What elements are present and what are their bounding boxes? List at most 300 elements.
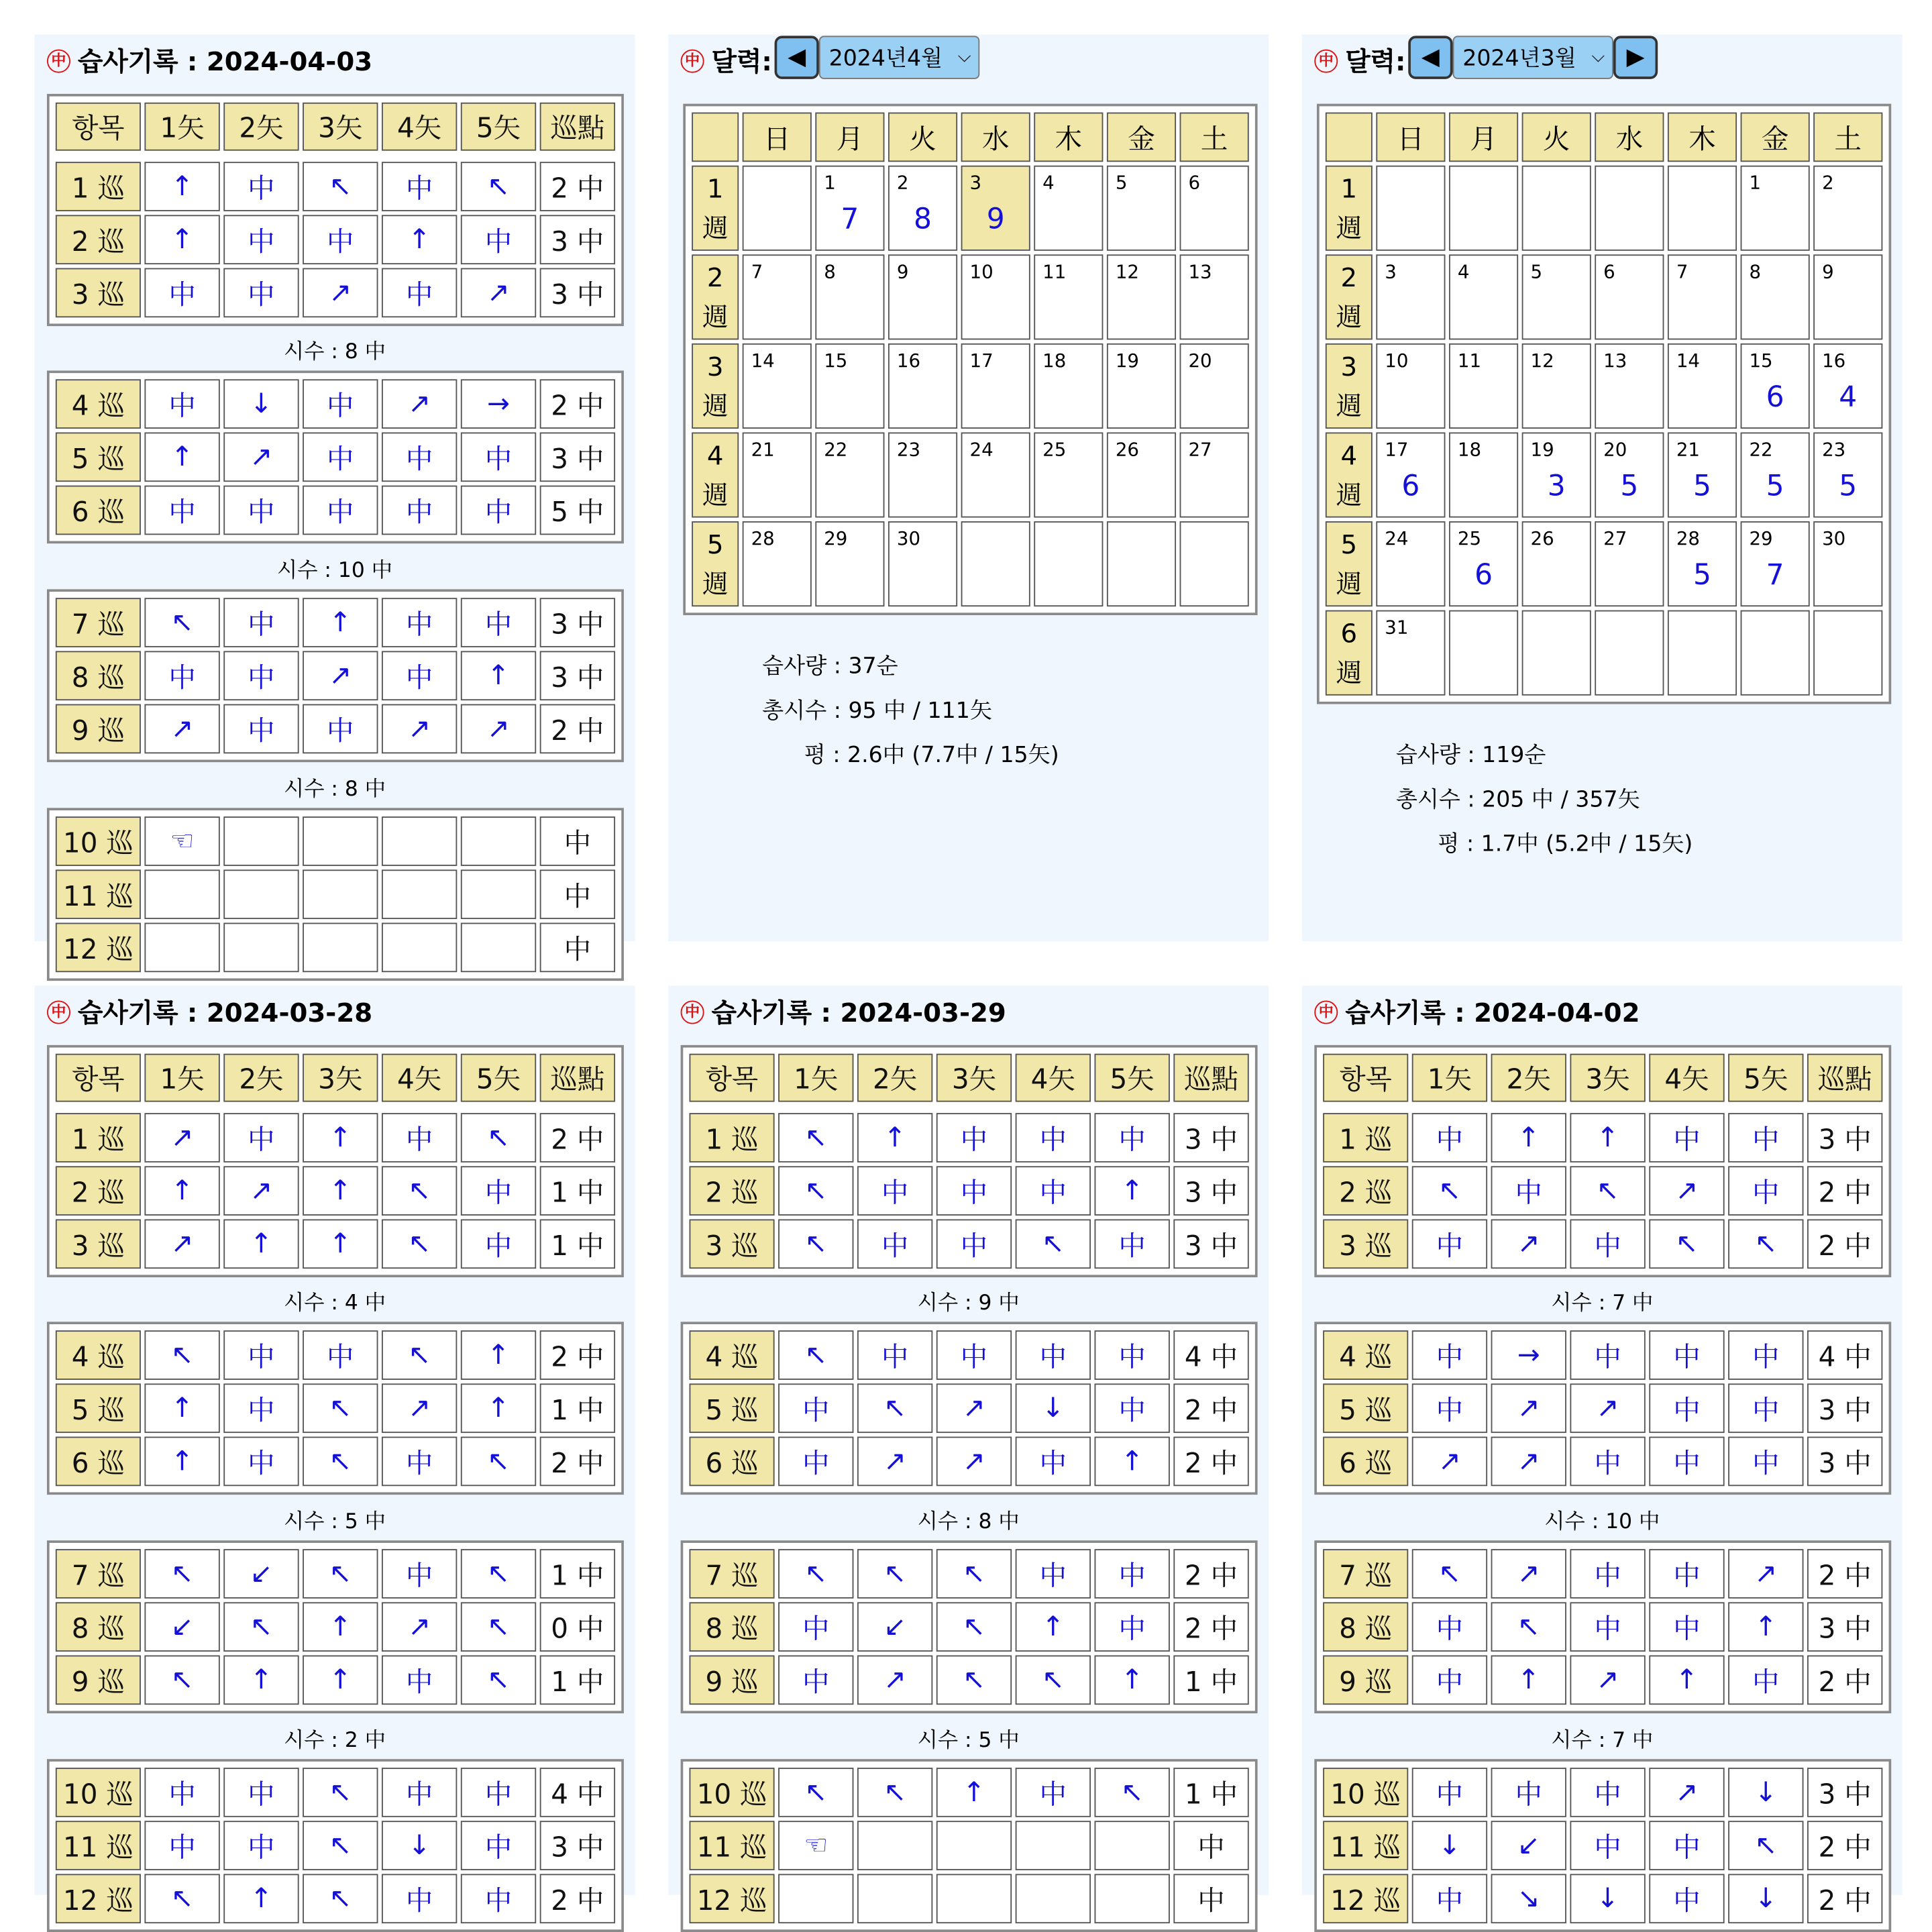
- arrow-result-cell[interactable]: 中: [303, 379, 378, 429]
- arrow-result-cell[interactable]: 中: [461, 1768, 536, 1817]
- arrow-result-cell[interactable]: 中: [1649, 1549, 1724, 1599]
- day-cell[interactable]: [888, 521, 957, 606]
- arrow-result-cell[interactable]: 中: [144, 1768, 219, 1817]
- arrow-result-cell[interactable]: 中: [382, 433, 457, 482]
- arrow-result-cell[interactable]: ↖: [1728, 1821, 1803, 1870]
- arrow-result-cell[interactable]: ↖: [1649, 1219, 1724, 1269]
- month-select[interactable]: [819, 35, 979, 78]
- arrow-result-cell[interactable]: [936, 1874, 1012, 1923]
- arrow-result-cell[interactable]: ↖: [461, 1656, 536, 1705]
- arrow-result-cell[interactable]: ↑: [303, 1113, 378, 1163]
- arrow-result-cell[interactable]: 中: [461, 215, 536, 264]
- arrow-result-cell[interactable]: ↖: [1728, 1219, 1803, 1269]
- arrow-result-cell[interactable]: 中: [303, 1330, 378, 1380]
- arrow-result-cell[interactable]: ↗: [461, 268, 536, 318]
- arrow-result-cell[interactable]: 中: [1649, 1437, 1724, 1487]
- arrow-result-cell[interactable]: [303, 923, 378, 973]
- arrow-result-cell[interactable]: 中: [1095, 1113, 1170, 1163]
- arrow-result-cell[interactable]: ↖: [1016, 1656, 1091, 1705]
- arrow-result-cell[interactable]: ↑: [223, 1874, 299, 1923]
- arrow-result-cell[interactable]: ↗: [1412, 1437, 1487, 1487]
- arrow-result-cell[interactable]: ↗: [303, 651, 378, 700]
- day-cell[interactable]: [1376, 343, 1445, 429]
- day-cell[interactable]: [743, 343, 812, 429]
- arrow-result-cell[interactable]: ↖: [1095, 1768, 1170, 1817]
- next-month-button[interactable]: ▶: [1613, 35, 1658, 78]
- arrow-result-cell[interactable]: 中: [1412, 1768, 1487, 1817]
- arrow-result-cell[interactable]: ↖: [1016, 1219, 1091, 1269]
- day-cell[interactable]: [1107, 166, 1176, 251]
- arrow-result-cell[interactable]: ↖: [778, 1768, 853, 1817]
- arrow-result-cell[interactable]: [857, 1821, 932, 1870]
- arrow-result-cell[interactable]: ↖: [303, 1383, 378, 1433]
- arrow-result-cell[interactable]: ↗: [1570, 1383, 1645, 1433]
- arrow-result-cell[interactable]: →: [1491, 1330, 1566, 1380]
- arrow-result-cell[interactable]: ↖: [936, 1602, 1012, 1652]
- day-cell[interactable]: [815, 433, 884, 518]
- arrow-result-cell[interactable]: [382, 869, 457, 919]
- day-cell[interactable]: [1449, 521, 1518, 606]
- arrow-result-cell[interactable]: 中: [1016, 1330, 1091, 1380]
- day-cell[interactable]: [1741, 521, 1810, 606]
- arrow-result-cell[interactable]: 中: [778, 1602, 853, 1652]
- arrow-result-cell[interactable]: 中: [1728, 1113, 1803, 1163]
- arrow-result-cell[interactable]: ↗: [382, 1383, 457, 1433]
- day-cell[interactable]: [1813, 343, 1882, 429]
- arrow-result-cell[interactable]: ↖: [461, 1113, 536, 1163]
- arrow-result-cell[interactable]: ↖: [461, 1437, 536, 1487]
- arrow-result-cell[interactable]: 中: [223, 1330, 299, 1380]
- arrow-result-cell[interactable]: [303, 816, 378, 866]
- arrow-result-cell[interactable]: ↖: [303, 1821, 378, 1870]
- arrow-result-cell[interactable]: ↑: [144, 215, 219, 264]
- arrow-result-cell[interactable]: [382, 923, 457, 973]
- day-cell[interactable]: [1376, 433, 1445, 518]
- arrow-result-cell[interactable]: ↗: [303, 268, 378, 318]
- arrow-result-cell[interactable]: [144, 869, 219, 919]
- arrow-result-cell[interactable]: 中: [144, 268, 219, 318]
- arrow-result-cell[interactable]: 中: [144, 1821, 219, 1870]
- arrow-result-cell[interactable]: ↗: [857, 1656, 932, 1705]
- arrow-result-cell[interactable]: ↖: [382, 1166, 457, 1216]
- arrow-result-cell[interactable]: ↑: [1728, 1602, 1803, 1652]
- day-cell[interactable]: [961, 166, 1030, 251]
- arrow-result-cell[interactable]: 中: [144, 486, 219, 535]
- arrow-result-cell[interactable]: 中: [1728, 1437, 1803, 1487]
- arrow-result-cell[interactable]: 中: [1095, 1219, 1170, 1269]
- day-cell[interactable]: [1449, 343, 1518, 429]
- day-cell[interactable]: [1107, 254, 1176, 339]
- arrow-result-cell[interactable]: 中: [223, 651, 299, 700]
- arrow-result-cell[interactable]: 中: [1016, 1113, 1091, 1163]
- arrow-result-cell[interactable]: 中: [223, 268, 299, 318]
- day-cell[interactable]: [1034, 254, 1103, 339]
- arrow-result-cell[interactable]: 中: [1728, 1166, 1803, 1216]
- arrow-result-cell[interactable]: ↑: [1649, 1656, 1724, 1705]
- arrow-result-cell[interactable]: 中: [303, 215, 378, 264]
- arrow-result-cell[interactable]: ↖: [144, 1656, 219, 1705]
- day-cell[interactable]: [1180, 166, 1249, 251]
- day-cell[interactable]: [1595, 254, 1664, 339]
- arrow-result-cell[interactable]: 中: [1649, 1874, 1724, 1923]
- month-select[interactable]: [1453, 35, 1613, 78]
- arrow-result-cell[interactable]: ↑: [1095, 1656, 1170, 1705]
- arrow-result-cell[interactable]: ↗: [1649, 1166, 1724, 1216]
- arrow-result-cell[interactable]: ↑: [303, 1219, 378, 1269]
- arrow-result-cell[interactable]: ↑: [461, 651, 536, 700]
- arrow-result-cell[interactable]: 中: [1412, 1656, 1487, 1705]
- day-cell[interactable]: [888, 166, 957, 251]
- day-cell[interactable]: [815, 254, 884, 339]
- arrow-result-cell[interactable]: ↑: [223, 1219, 299, 1269]
- arrow-result-cell[interactable]: ↘: [1491, 1874, 1566, 1923]
- arrow-result-cell[interactable]: 中: [461, 433, 536, 482]
- arrow-result-cell[interactable]: 中: [1016, 1437, 1091, 1487]
- arrow-result-cell[interactable]: ↖: [778, 1549, 853, 1599]
- arrow-result-cell[interactable]: 中: [1649, 1602, 1724, 1652]
- arrow-result-cell[interactable]: 中: [382, 1768, 457, 1817]
- arrow-result-cell[interactable]: 中: [1095, 1602, 1170, 1652]
- pointer-hand-icon[interactable]: ☜: [144, 816, 219, 866]
- arrow-result-cell[interactable]: ↙: [857, 1602, 932, 1652]
- arrow-result-cell[interactable]: 中: [461, 1874, 536, 1923]
- arrow-result-cell[interactable]: ↖: [461, 1549, 536, 1599]
- day-cell[interactable]: [1180, 343, 1249, 429]
- arrow-result-cell[interactable]: ↖: [857, 1768, 932, 1817]
- arrow-result-cell[interactable]: ↗: [1649, 1768, 1724, 1817]
- day-cell[interactable]: [1668, 433, 1737, 518]
- day-cell[interactable]: [1741, 433, 1810, 518]
- day-cell[interactable]: [1813, 521, 1882, 606]
- arrow-result-cell[interactable]: ↓: [1016, 1383, 1091, 1433]
- arrow-result-cell[interactable]: ↗: [223, 433, 299, 482]
- arrow-result-cell[interactable]: ↑: [461, 1383, 536, 1433]
- pointer-hand-icon[interactable]: ☜: [778, 1821, 853, 1870]
- arrow-result-cell[interactable]: 中: [382, 486, 457, 535]
- arrow-result-cell[interactable]: 中: [936, 1166, 1012, 1216]
- day-cell[interactable]: [743, 433, 812, 518]
- arrow-result-cell[interactable]: ↖: [144, 1330, 219, 1380]
- day-cell[interactable]: [888, 343, 957, 429]
- arrow-result-cell[interactable]: 中: [223, 1768, 299, 1817]
- arrow-result-cell[interactable]: 中: [1570, 1330, 1645, 1380]
- arrow-result-cell[interactable]: 中: [382, 598, 457, 647]
- arrow-result-cell[interactable]: 中: [778, 1656, 853, 1705]
- arrow-result-cell[interactable]: 中: [223, 1821, 299, 1870]
- arrow-result-cell[interactable]: ↗: [1491, 1383, 1566, 1433]
- day-cell[interactable]: [1668, 254, 1737, 339]
- day-cell[interactable]: [1522, 521, 1591, 606]
- day-cell[interactable]: [1449, 433, 1518, 518]
- arrow-result-cell[interactable]: 中: [1570, 1437, 1645, 1487]
- arrow-result-cell[interactable]: 中: [144, 651, 219, 700]
- arrow-result-cell[interactable]: 中: [382, 1437, 457, 1487]
- arrow-result-cell[interactable]: ↑: [303, 1656, 378, 1705]
- arrow-result-cell[interactable]: ↗: [1491, 1437, 1566, 1487]
- arrow-result-cell[interactable]: 中: [382, 268, 457, 318]
- day-cell[interactable]: [1813, 433, 1882, 518]
- arrow-result-cell[interactable]: ↖: [1412, 1166, 1487, 1216]
- arrow-result-cell[interactable]: [461, 816, 536, 866]
- day-cell[interactable]: [1376, 610, 1445, 696]
- arrow-result-cell[interactable]: ↗: [382, 1602, 457, 1652]
- arrow-result-cell[interactable]: →: [461, 379, 536, 429]
- arrow-result-cell[interactable]: ↑: [1016, 1602, 1091, 1652]
- arrow-result-cell[interactable]: ↖: [936, 1656, 1012, 1705]
- day-cell[interactable]: [815, 521, 884, 606]
- arrow-result-cell[interactable]: ↗: [144, 1113, 219, 1163]
- arrow-result-cell[interactable]: [461, 923, 536, 973]
- day-cell[interactable]: [961, 343, 1030, 429]
- arrow-result-cell[interactable]: 中: [1570, 1549, 1645, 1599]
- day-cell[interactable]: [961, 433, 1030, 518]
- day-cell[interactable]: [1034, 343, 1103, 429]
- arrow-result-cell[interactable]: [1016, 1874, 1091, 1923]
- arrow-result-cell[interactable]: [857, 1874, 932, 1923]
- day-cell[interactable]: [1813, 166, 1882, 251]
- arrow-result-cell[interactable]: ↗: [1491, 1549, 1566, 1599]
- arrow-result-cell[interactable]: 中: [1095, 1549, 1170, 1599]
- arrow-result-cell[interactable]: [936, 1821, 1012, 1870]
- arrow-result-cell[interactable]: 中: [1728, 1330, 1803, 1380]
- arrow-result-cell[interactable]: ↖: [778, 1330, 853, 1380]
- arrow-result-cell[interactable]: ↖: [144, 1549, 219, 1599]
- arrow-result-cell[interactable]: ↓: [1728, 1768, 1803, 1817]
- arrow-result-cell[interactable]: ↗: [223, 1166, 299, 1216]
- arrow-result-cell[interactable]: ↗: [1728, 1549, 1803, 1599]
- arrow-result-cell[interactable]: 中: [223, 162, 299, 211]
- arrow-result-cell[interactable]: ↑: [1491, 1656, 1566, 1705]
- arrow-result-cell[interactable]: 中: [857, 1219, 932, 1269]
- arrow-result-cell[interactable]: 中: [1412, 1874, 1487, 1923]
- day-cell[interactable]: [1180, 433, 1249, 518]
- arrow-result-cell[interactable]: ↖: [857, 1549, 932, 1599]
- arrow-result-cell[interactable]: ↓: [223, 379, 299, 429]
- arrow-result-cell[interactable]: ↖: [778, 1113, 853, 1163]
- arrow-result-cell[interactable]: ↓: [1412, 1821, 1487, 1870]
- arrow-result-cell[interactable]: ↑: [1095, 1166, 1170, 1216]
- day-cell[interactable]: [1180, 254, 1249, 339]
- arrow-result-cell[interactable]: [223, 816, 299, 866]
- arrow-result-cell[interactable]: ↖: [303, 1549, 378, 1599]
- arrow-result-cell[interactable]: 中: [1649, 1330, 1724, 1380]
- arrow-result-cell[interactable]: ↑: [144, 1166, 219, 1216]
- arrow-result-cell[interactable]: 中: [857, 1330, 932, 1380]
- arrow-result-cell[interactable]: ↖: [382, 1219, 457, 1269]
- arrow-result-cell[interactable]: ↑: [303, 598, 378, 647]
- arrow-result-cell[interactable]: ↓: [1728, 1874, 1803, 1923]
- arrow-result-cell[interactable]: 中: [1412, 1330, 1487, 1380]
- arrow-result-cell[interactable]: ↖: [303, 162, 378, 211]
- day-cell[interactable]: [1376, 521, 1445, 606]
- arrow-result-cell[interactable]: 中: [303, 704, 378, 754]
- arrow-result-cell[interactable]: 中: [1649, 1113, 1724, 1163]
- arrow-result-cell[interactable]: 中: [1016, 1166, 1091, 1216]
- arrow-result-cell[interactable]: ↓: [382, 1821, 457, 1870]
- day-cell[interactable]: [1813, 254, 1882, 339]
- arrow-result-cell[interactable]: ↖: [303, 1874, 378, 1923]
- arrow-result-cell[interactable]: ↖: [303, 1437, 378, 1487]
- arrow-result-cell[interactable]: ↖: [936, 1549, 1012, 1599]
- arrow-result-cell[interactable]: [1095, 1874, 1170, 1923]
- arrow-result-cell[interactable]: 中: [382, 1549, 457, 1599]
- day-cell[interactable]: [1376, 254, 1445, 339]
- arrow-result-cell[interactable]: ↗: [1570, 1656, 1645, 1705]
- arrow-result-cell[interactable]: ↗: [857, 1437, 932, 1487]
- day-cell[interactable]: [1449, 254, 1518, 339]
- arrow-result-cell[interactable]: 中: [461, 1219, 536, 1269]
- day-cell[interactable]: [743, 254, 812, 339]
- arrow-result-cell[interactable]: 中: [1570, 1768, 1645, 1817]
- arrow-result-cell[interactable]: 中: [1728, 1656, 1803, 1705]
- arrow-result-cell[interactable]: ↗: [461, 704, 536, 754]
- arrow-result-cell[interactable]: 中: [382, 1656, 457, 1705]
- arrow-result-cell[interactable]: 中: [1728, 1383, 1803, 1433]
- prev-month-button[interactable]: ◀: [1408, 35, 1452, 78]
- arrow-result-cell[interactable]: ↖: [303, 1768, 378, 1817]
- day-cell[interactable]: [1595, 343, 1664, 429]
- arrow-result-cell[interactable]: [144, 923, 219, 973]
- arrow-result-cell[interactable]: ↗: [1491, 1219, 1566, 1269]
- day-cell[interactable]: [1522, 254, 1591, 339]
- arrow-result-cell[interactable]: 中: [778, 1383, 853, 1433]
- arrow-result-cell[interactable]: 中: [382, 1113, 457, 1163]
- arrow-result-cell[interactable]: 中: [461, 1166, 536, 1216]
- arrow-result-cell[interactable]: ↑: [1095, 1437, 1170, 1487]
- arrow-result-cell[interactable]: ↑: [1491, 1113, 1566, 1163]
- arrow-result-cell[interactable]: 中: [1649, 1383, 1724, 1433]
- arrow-result-cell[interactable]: ↖: [382, 1330, 457, 1380]
- arrow-result-cell[interactable]: ↖: [857, 1383, 932, 1433]
- arrow-result-cell[interactable]: ↖: [1491, 1602, 1566, 1652]
- arrow-result-cell[interactable]: ↖: [223, 1602, 299, 1652]
- arrow-result-cell[interactable]: [461, 869, 536, 919]
- arrow-result-cell[interactable]: ↑: [936, 1768, 1012, 1817]
- arrow-result-cell[interactable]: 中: [223, 1437, 299, 1487]
- prev-month-button[interactable]: ◀: [775, 35, 819, 78]
- day-cell[interactable]: [1522, 343, 1591, 429]
- arrow-result-cell[interactable]: 中: [1491, 1166, 1566, 1216]
- arrow-result-cell[interactable]: 中: [382, 651, 457, 700]
- arrow-result-cell[interactable]: 中: [382, 1874, 457, 1923]
- day-cell[interactable]: [815, 166, 884, 251]
- arrow-result-cell[interactable]: ↗: [144, 1219, 219, 1269]
- arrow-result-cell[interactable]: ↑: [303, 1166, 378, 1216]
- arrow-result-cell[interactable]: 中: [1412, 1113, 1487, 1163]
- arrow-result-cell[interactable]: 中: [461, 486, 536, 535]
- day-cell[interactable]: [1668, 521, 1737, 606]
- day-cell[interactable]: [1522, 433, 1591, 518]
- arrow-result-cell[interactable]: 中: [223, 486, 299, 535]
- arrow-result-cell[interactable]: 中: [936, 1113, 1012, 1163]
- arrow-result-cell[interactable]: ↙: [1491, 1821, 1566, 1870]
- arrow-result-cell[interactable]: [382, 816, 457, 866]
- arrow-result-cell[interactable]: 中: [1412, 1219, 1487, 1269]
- arrow-result-cell[interactable]: ↖: [1570, 1166, 1645, 1216]
- day-cell[interactable]: [815, 343, 884, 429]
- arrow-result-cell[interactable]: 中: [223, 1113, 299, 1163]
- arrow-result-cell[interactable]: 中: [144, 379, 219, 429]
- arrow-result-cell[interactable]: ↑: [144, 433, 219, 482]
- day-cell[interactable]: [1741, 343, 1810, 429]
- arrow-result-cell[interactable]: ↑: [1570, 1113, 1645, 1163]
- day-cell[interactable]: [1741, 254, 1810, 339]
- day-cell[interactable]: [1107, 343, 1176, 429]
- day-cell[interactable]: [1034, 166, 1103, 251]
- arrow-result-cell[interactable]: ↖: [461, 162, 536, 211]
- day-cell[interactable]: [1668, 343, 1737, 429]
- arrow-result-cell[interactable]: 中: [461, 1821, 536, 1870]
- arrow-result-cell[interactable]: ↙: [223, 1549, 299, 1599]
- arrow-result-cell[interactable]: 中: [1649, 1821, 1724, 1870]
- arrow-result-cell[interactable]: ↑: [144, 1383, 219, 1433]
- arrow-result-cell[interactable]: ↖: [778, 1166, 853, 1216]
- arrow-result-cell[interactable]: [1095, 1821, 1170, 1870]
- arrow-result-cell[interactable]: [1016, 1821, 1091, 1870]
- arrow-result-cell[interactable]: 中: [223, 598, 299, 647]
- arrow-result-cell[interactable]: 中: [223, 215, 299, 264]
- day-cell[interactable]: [1595, 433, 1664, 518]
- arrow-result-cell[interactable]: ↖: [461, 1602, 536, 1652]
- arrow-result-cell[interactable]: 中: [1412, 1383, 1487, 1433]
- arrow-result-cell[interactable]: ↖: [144, 1874, 219, 1923]
- arrow-result-cell[interactable]: 中: [1491, 1768, 1566, 1817]
- arrow-result-cell[interactable]: [223, 923, 299, 973]
- day-cell[interactable]: [1034, 433, 1103, 518]
- arrow-result-cell[interactable]: 中: [1570, 1821, 1645, 1870]
- arrow-result-cell[interactable]: ↗: [936, 1383, 1012, 1433]
- arrow-result-cell[interactable]: ↙: [144, 1602, 219, 1652]
- arrow-result-cell[interactable]: 中: [223, 1383, 299, 1433]
- arrow-result-cell[interactable]: 中: [778, 1437, 853, 1487]
- arrow-result-cell[interactable]: ↑: [382, 215, 457, 264]
- day-cell[interactable]: [888, 433, 957, 518]
- arrow-result-cell[interactable]: ↗: [382, 704, 457, 754]
- day-cell[interactable]: [1107, 433, 1176, 518]
- day-cell[interactable]: [743, 521, 812, 606]
- arrow-result-cell[interactable]: [223, 869, 299, 919]
- arrow-result-cell[interactable]: 中: [1095, 1383, 1170, 1433]
- arrow-result-cell[interactable]: ↗: [144, 704, 219, 754]
- arrow-result-cell[interactable]: ↑: [144, 1437, 219, 1487]
- arrow-result-cell[interactable]: 中: [857, 1166, 932, 1216]
- arrow-result-cell[interactable]: [778, 1874, 853, 1923]
- arrow-result-cell[interactable]: ↖: [1412, 1549, 1487, 1599]
- arrow-result-cell[interactable]: ↑: [223, 1656, 299, 1705]
- arrow-result-cell[interactable]: 中: [1016, 1549, 1091, 1599]
- arrow-result-cell[interactable]: ↗: [936, 1437, 1012, 1487]
- arrow-result-cell[interactable]: ↖: [778, 1219, 853, 1269]
- arrow-result-cell[interactable]: ↑: [144, 162, 219, 211]
- arrow-result-cell[interactable]: ↑: [461, 1330, 536, 1380]
- arrow-result-cell[interactable]: ↑: [303, 1602, 378, 1652]
- arrow-result-cell[interactable]: 中: [1412, 1602, 1487, 1652]
- arrow-result-cell[interactable]: ↑: [857, 1113, 932, 1163]
- arrow-result-cell[interactable]: 中: [382, 162, 457, 211]
- arrow-result-cell[interactable]: 中: [461, 598, 536, 647]
- day-cell[interactable]: [961, 254, 1030, 339]
- arrow-result-cell[interactable]: ↗: [382, 379, 457, 429]
- arrow-result-cell[interactable]: 中: [1016, 1768, 1091, 1817]
- arrow-result-cell[interactable]: 中: [936, 1330, 1012, 1380]
- arrow-result-cell[interactable]: 中: [1095, 1330, 1170, 1380]
- arrow-result-cell[interactable]: ↓: [1570, 1874, 1645, 1923]
- arrow-result-cell[interactable]: 中: [1570, 1219, 1645, 1269]
- arrow-result-cell[interactable]: 中: [223, 704, 299, 754]
- day-cell[interactable]: [888, 254, 957, 339]
- arrow-result-cell[interactable]: ↖: [144, 598, 219, 647]
- arrow-result-cell[interactable]: 中: [303, 486, 378, 535]
